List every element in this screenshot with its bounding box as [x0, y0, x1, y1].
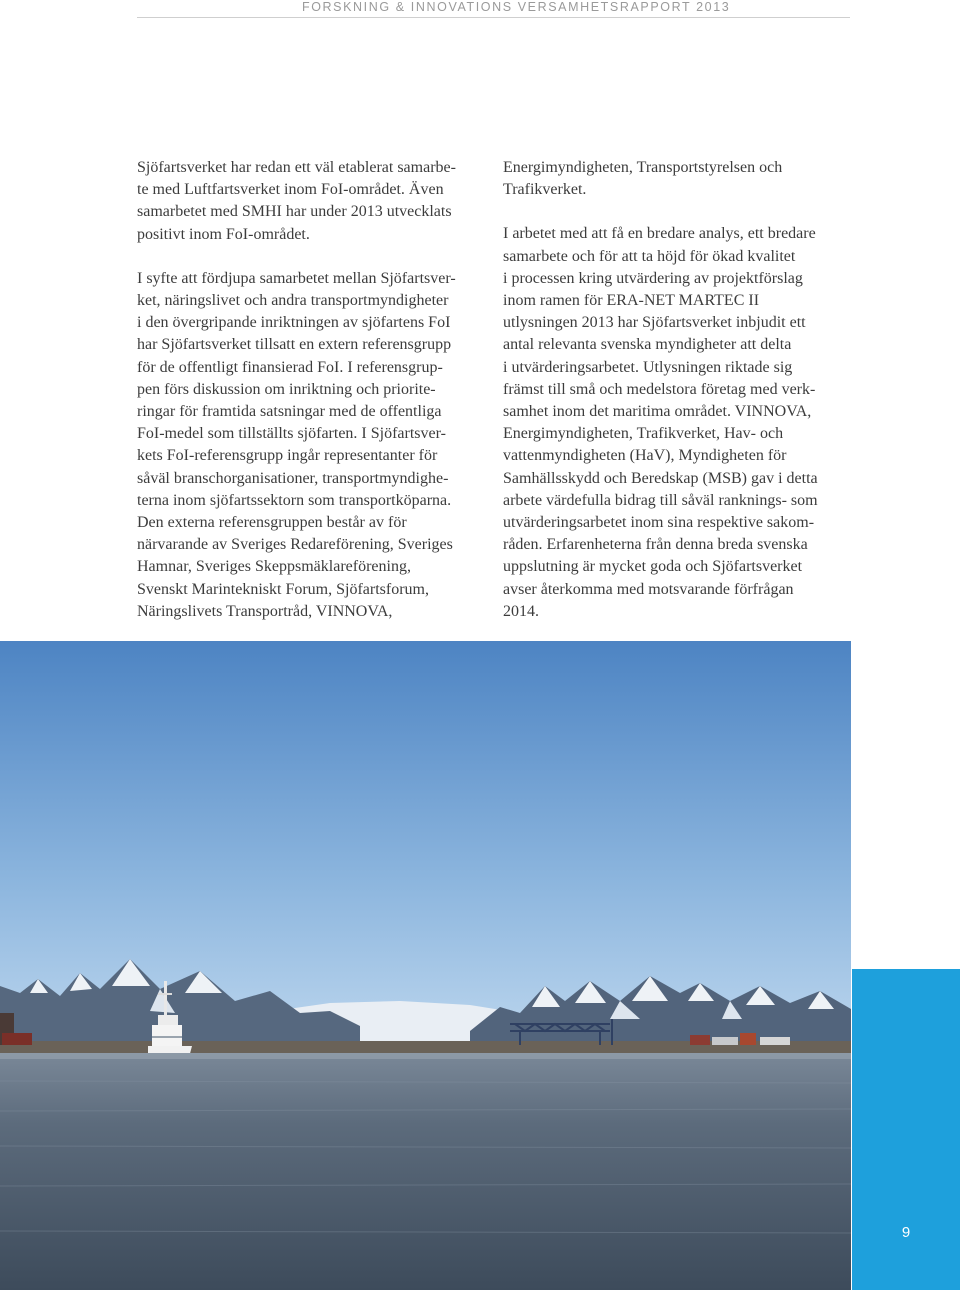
left-text-column [137, 157, 497, 645]
paragraph: Energimyndigheten, Transportstyrelsen och Trafikverket. [503, 159, 783, 199]
page-number-label: 9 [901, 1224, 911, 1241]
paragraph: I syfte att fördjupa samarbetet mellan Sjöfartsver- ket, näringslivet och andra transportmyndigheter i den övergripande inriktningen av sjöfartens FoI har Sjöfartsverket tillsatt en extern referensgrupp för de offentligt finansierad FoI. I referensgrup- pen förs diskussion om inriktning och priorite- ringar för framtida satsningar med de offentliga FoI-medel som tillställts sjöfarten. I Sjöfartsver- kets FoI-referensgrupp ingår representanter för såväl branschorganisationer, transportmyndighe- terna inom sjöfartssektorn som transportköparna. Den externa referensgruppen består av för närvarande av Sveriges Redareförening, Sveriges Hamnar, Sveriges Skeppsmäklareförening, Svenskt Marintekniskt Forum, Sjöfartsforum, Näringslivets Transportråd, VINNOVA, [137, 269, 456, 620]
paragraph: I arbetet med att få en bredare analys, ett bredare samarbete och för att ta höjd för ökad kvalitet i processen kring utvärdering av projektförslag inom ramen för ERA-NET MARTEC II utlysningen 2013 har Sjöfartsverket inbjudit ett antal relevanta svenska myndigheter att delta i utvärderingsarbetet. Utlysningen riktade sig främst till små och medelstora företag med verk- samhet inom det maritima området. VINNOVA, Energimyndigheten, Trafikverket, Hav- och vattenmyndigheten (HaV), Myndigheten för Samhällsskydd och Beredskap (MSB) gav i detta arbete värdefulla bidrag till såväl ranknings- som utvärderingsarbetet inom sina respektive sakom- råden. Erfarenheterna från denna breda svenska uppslutning är mycket goda och Sjöfartsverket avser återkomma med motsvarande förfrågan 2014. [503, 225, 818, 620]
accent-bar [852, 969, 960, 1290]
paragraph: Sjöfartsverket har redan ett väl etablerat samarbe- te med Luftfartsverket inom FoI-området. Även samarbetet med SMHI har under 2013 utvecklats positivt inom FoI-området. [137, 159, 456, 243]
page-header [0, 0, 960, 20]
page-number [852, 1224, 960, 1241]
arctic-harbour-photo [0, 641, 851, 1290]
report-title: FORSKNING & INNOVATIONS VERSAMHETSRAPPORT 2013 [302, 0, 731, 14]
right-text-column [503, 157, 863, 645]
header-divider [137, 17, 850, 18]
sea [0, 1053, 851, 1290]
